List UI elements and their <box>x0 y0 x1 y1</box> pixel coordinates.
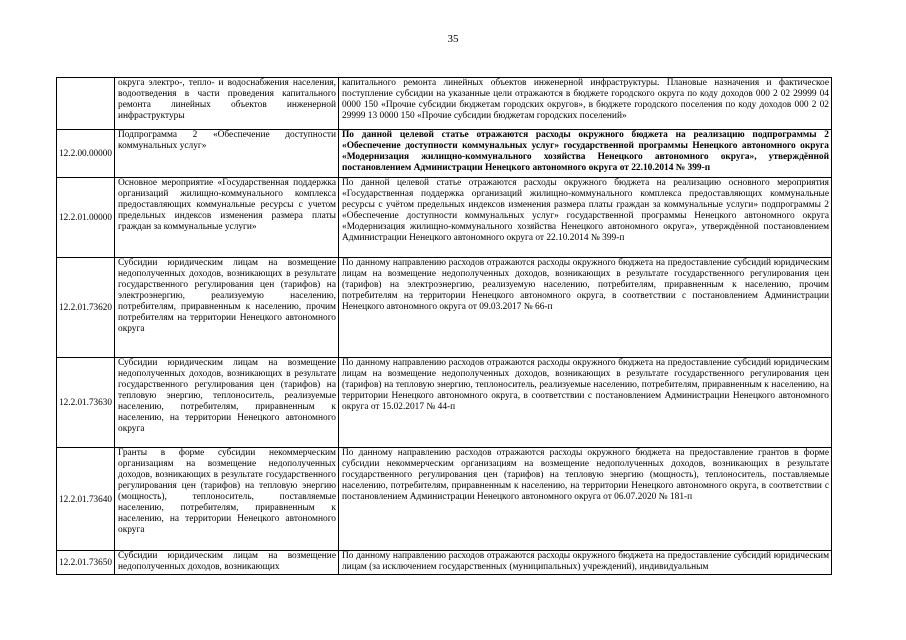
table-row <box>57 258 832 358</box>
table-row <box>57 178 832 258</box>
row-name: Подпрограмма 2 «Обеспечение доступности коммунальных услуг» <box>115 130 339 178</box>
table-row <box>57 551 832 575</box>
row-name: округа электро-, тепло- и водоснабжения населения, водоотведения в части проведения капитального ремонта линейных объектов инженерной инфраструктуры <box>115 78 339 130</box>
row-description: По данному направлению расходов отражаются расходы окружного бюджета на предоставление субсидий юридическим лицам на возмещение недополученных доходов, возникающих в результате государственного регулирования цен (тарифов) на тепловую энергию, теплоноситель, реализуемые населению, потребителям, приравненным к населению, на территории Ненецкого автономного округа, в соответствии с постановлением Администрации Ненецкого автономного округа от 15.02.2017 № 44-п <box>339 358 832 448</box>
row-description: По данному направлению расходов отражаются расходы окружного бюджета на предоставление субсидий юридическим лицам на возмещение недополученных доходов, возникающих в результате государственного регулирования цен (тарифов) на электроэнергию, реализуемую населению, потребителям, приравненным к населению, прочим потребителям на территории Ненецкого автономного округа, в соответствии с постановлением Администрации Ненецкого автономного округа от 09.03.2017 № 66-п <box>339 258 832 358</box>
table-row <box>57 358 832 448</box>
row-code: 12.2.01.73630 <box>57 358 115 448</box>
budget-classification-table <box>56 77 832 575</box>
row-code: 12.2.00.00000 <box>57 130 115 178</box>
page-number: 35 <box>447 33 459 45</box>
row-name: Основное мероприятие «Государственная поддержка организаций жилищно-коммунального комплекса предоставляющих коммунальные ресурсы с учетом предельных индексов изменения размера платы граждан за коммунальные услуги» <box>115 178 339 258</box>
row-description: По данной целевой статье отражаются расходы окружного бюджета на реализацию основного мероприятия «Государственная поддержка организаций жилищно-коммунального комплекса предоставляющих коммунальные ресурсы с учётом предельных индексов изменения размера платы граждан за коммунальные услуги» подпрограммы 2 «Обеспечение доступности коммунальных услуг» государственной программы Ненецкого автономного округа «Модернизация жилищно-коммунального хозяйства Ненецкого автономного округа», утверждённой постановлением Администрации Ненецкого автономного округа от 22.10.2014 № 399-п <box>339 178 832 258</box>
row-name: Субсидии юридическим лицам на возмещение недополученных доходов, возникающих <box>115 551 339 575</box>
table-row <box>57 78 832 130</box>
row-code: 12.2.01.73620 <box>57 258 115 358</box>
row-code: 12.2.01.00000 <box>57 178 115 258</box>
table-row <box>57 448 832 551</box>
row-description: По данному направлению расходов отражаются расходы окружного бюджета на предоставление субсидий юридическим лицам (за исключением государственных (муниципальных) учреждений), индивидуальным <box>339 551 832 575</box>
row-name: Субсидии юридическим лицам на возмещение недополученных доходов, возникающих в результате государственного регулирования цен (тарифов) на электроэнергию, реализуемую населению, потребителям, приравненным к населению, прочим потребителям на территории Ненецкого автономного округа <box>115 258 339 358</box>
row-code <box>57 78 115 130</box>
row-name: Субсидии юридическим лицам на возмещение недополученных доходов, возникающих в результате государственного регулирования цен (тарифов) на тепловую энергию, теплоноситель, реализуемые населению, потребителям, приравненным к населению, на территории Ненецкого автономного округа <box>115 358 339 448</box>
row-name: Гранты в форме субсидии некоммерческим организациям на возмещение недополученных доходов, возникающих в результате государственного регулирования цен (тарифов) на тепловую энергию (мощность), теплоноситель, поставляемые населению, потребителям, приравненным к населению, на территории Ненецкого автономного округа <box>115 448 339 551</box>
row-description: По данному направлению расходов отражаются расходы окружного бюджета на предоставление грантов в форме субсидии некоммерческим организациям на возмещение недополученных доходов, возникающих в результате государственного регулирования цен (тарифов) на тепловую энергию (мощность), теплоноситель, поставляемые населению, потребителям, приравненным к населению, на территории Ненецкого автономного округа, в соответствии с постановлением Администрации Ненецкого автономного округа от 06.07.2020 № 181-п <box>339 448 832 551</box>
row-description: капитального ремонта линейных объектов инженерной инфраструктуры. Плановые назначения и фактическое поступление субсидии на указанные цели отражаются в бюджете городского округа по коду доходов 000 2 02 29999 04 0000 150 «Прочие субсидии бюджетам городских округов», в бюджете городского поселения по коду доходов 000 2 02 29999 13 0000 150 «Прочие субсидии бюджетам городских поселений» <box>339 78 832 130</box>
row-description: По данной целевой статье отражаются расходы окружного бюджета на реализацию подпрограммы 2 «Обеспечение доступности коммунальных услуг» государственной программы Ненецкого автономного округа «Модернизация жилищно-коммунального хозяйства Ненецкого автономного округа», утверждённой постановлением Администрации Ненецкого автономного округа от 22.10.2014 № 399-п <box>339 130 832 178</box>
row-code: 12.2.01.73640 <box>57 448 115 551</box>
table-row <box>57 130 832 178</box>
row-code: 12.2.01.73650 <box>57 551 115 575</box>
